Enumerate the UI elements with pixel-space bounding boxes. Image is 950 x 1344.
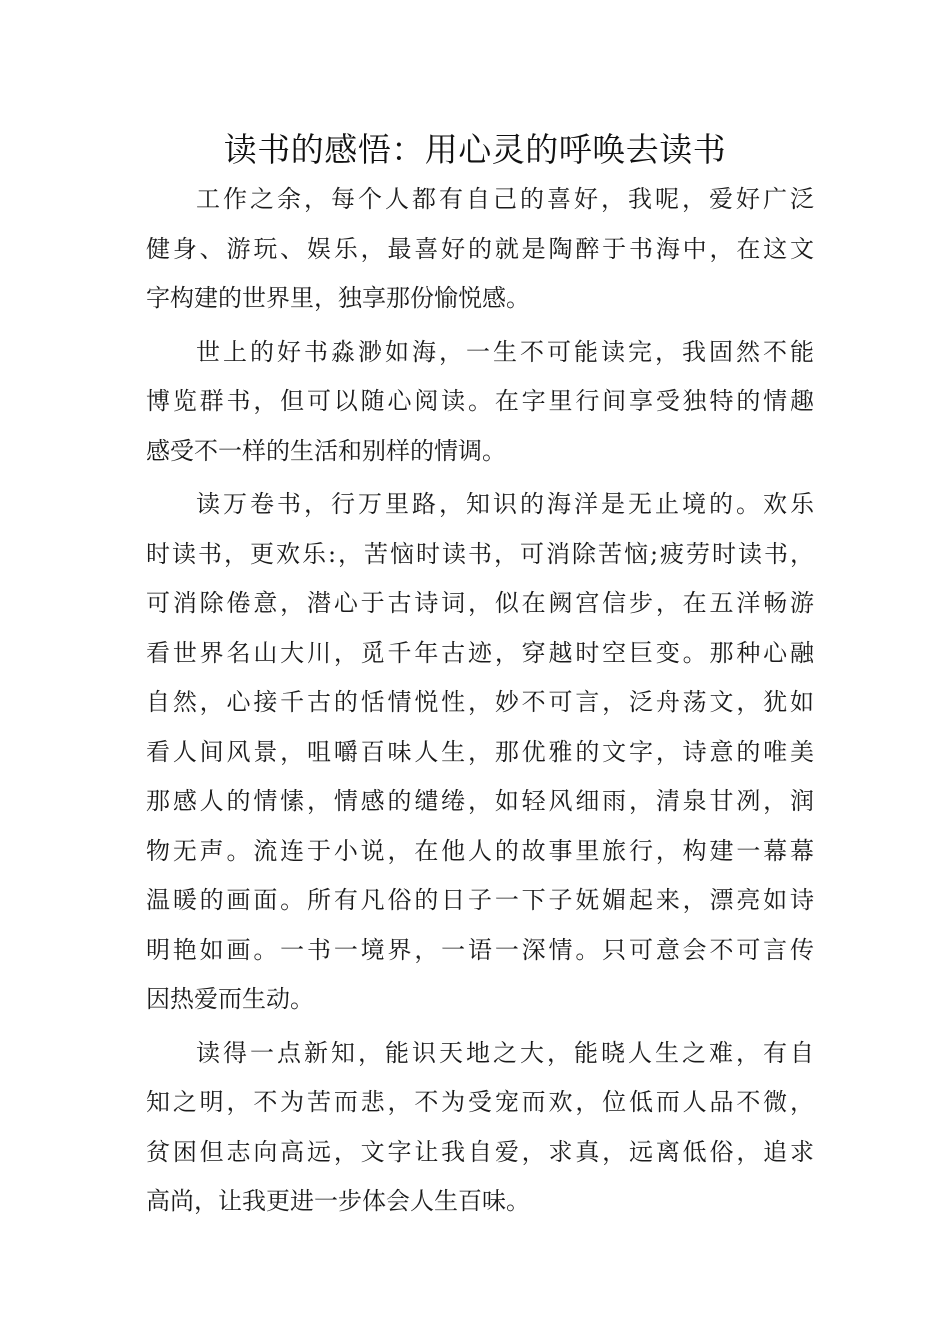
paragraph-line: 那感人的情愫，情感的缱绻，如轻风细雨，清泉甘冽，润 <box>146 787 814 815</box>
paragraph-3 <box>146 480 814 1025</box>
paragraph-line: 温暖的画面。所有凡俗的日子一下子妩媚起来，漂亮如诗 <box>146 886 814 914</box>
document-title: 读书的感悟：用心灵的呼唤去读书 <box>223 130 727 169</box>
paragraph-line: 博览群书，但可以随心阅读。在字里行间享受独特的情趣 <box>146 387 814 415</box>
paragraph-4 <box>146 1029 814 1227</box>
paragraph-line: 因热爱而生动。 <box>146 985 314 1013</box>
paragraph-line: 字构建的世界里，独享那份愉悦感。 <box>146 284 530 312</box>
paragraph-line: 自然，心接千古的恬情悦性，妙不可言，泛舟荡文，犹如 <box>146 688 814 716</box>
paragraph-line: 世上的好书淼渺如海，一生不可能读完，我固然不能 <box>196 337 814 366</box>
paragraph-line: 知之明，不为苦而悲，不为受宠而欢，位低而人品不微， <box>146 1088 814 1116</box>
paragraph-line: 物无声。流连于小说，在他人的故事里旅行，构建一幕幕 <box>146 836 814 865</box>
paragraph-1 <box>146 175 814 324</box>
document-body <box>146 175 814 1231</box>
paragraph-2 <box>146 328 814 477</box>
paragraph-line: 工作之余，每个人都有自己的喜好，我呢，爱好广泛 <box>196 185 814 213</box>
paragraph-line: 感受不一样的生活和别样的情调。 <box>146 436 506 465</box>
paragraph-line: 高尚，让我更进一步体会人生百味。 <box>146 1187 530 1215</box>
paragraph-line: 时读书，更欢乐:，苦恼时读书，可消除苦恼;疲劳时读书， <box>146 539 814 568</box>
paragraph-line: 读得一点新知，能识天地之大，能晓人生之难，有自 <box>196 1038 814 1067</box>
paragraph-line: 读万卷书，行万里路，知识的海洋是无止境的。欢乐 <box>196 490 814 518</box>
paragraph-line: 看人间风景，咀嚼百味人生，那优雅的文字，诗意的唯美 <box>146 737 814 766</box>
paragraph-line: 健身、游玩、娱乐，最喜好的就是陶醉于书海中，在这文 <box>146 234 814 263</box>
paragraph-line: 贫困但志向高远，文字让我自爱，求真，远离低俗，追求 <box>146 1137 814 1166</box>
paragraph-line: 明艳如画。一书一境界，一语一深情。只可意会不可言传 <box>146 935 814 964</box>
paragraph-line: 看世界名山大川，觅千年古迹，穿越时空巨变。那种心融 <box>146 638 814 667</box>
paragraph-line: 可消除倦意，潜心于古诗词，似在阙宫信步，在五洋畅游 <box>146 589 814 617</box>
